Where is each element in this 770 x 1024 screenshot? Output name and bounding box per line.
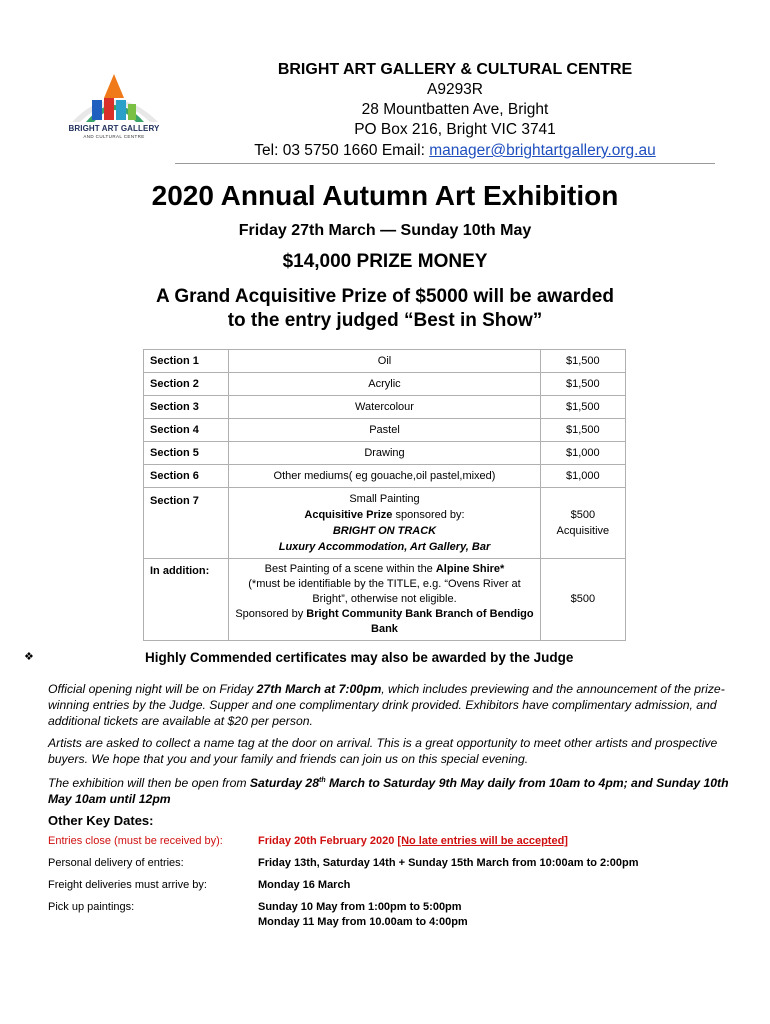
header-divider [175,163,715,164]
table-row [144,488,626,559]
pickup-value-2: Monday 11 May from 10.00am to 4:00pm [258,916,468,928]
section-medium: Drawing [229,442,540,465]
addition-line-3: Sponsored by Bright Community Bank Branch of Bendigo Bank [235,608,534,635]
pickup-value-1: Sunday 10 May from 1:00pm to 5:00pm [258,901,462,913]
section-prize: $1,000 [540,465,625,488]
table-row [144,419,626,442]
gallery-name: BRIGHT ART GALLERY & CULTURAL CENTRE [277,61,633,78]
personal-delivery-value: Friday 13th, Saturday 14th + Sunday 15th March from 10:00am to 2:00pm [258,857,639,869]
section-prize: $500 [540,559,625,641]
table-row [144,396,626,419]
section-medium: Oil [229,350,540,373]
table-row [144,559,626,641]
freight-value: Monday 16 March [258,879,351,891]
address-line-2: PO Box 216, Bright VIC 3741 [354,121,556,138]
section7-prize-type: Acquisitive [556,525,610,537]
section-medium: Pastel [229,419,540,442]
section-prize: $1,500 [540,396,625,419]
section-label: Section 3 [144,396,229,419]
section7-line-1: Small Painting [349,493,420,505]
entries-close-value: Friday 20th February 2020 [No late entries will be accepted] [258,835,568,847]
freight-label: Freight deliveries must arrive by: [48,879,207,891]
tel-text: Tel: 03 5750 1660 Email: [254,142,430,159]
section-label: Section 2 [144,373,229,396]
entries-close-label: Entries close (must be received by): [48,835,223,847]
prize-money: $14,000 PRIZE MONEY [282,251,488,272]
addition-details [229,559,540,641]
grand-prize-line-1: A Grand Acquisitive Prize of $5000 will be awarded [156,286,614,307]
table-row [144,350,626,373]
section-prize [540,488,625,559]
address-line-1: 28 Mountbatten Ave, Bright [361,101,549,118]
section-medium: Acrylic [229,373,540,396]
section7-prize: $500 [570,509,596,521]
contact-line [205,141,705,161]
section-prize: $1,000 [540,442,625,465]
section7-sponsor-desc: Luxury Accommodation, Art Gallery, Bar [278,541,491,553]
logo-subtext: AND CULTURAL CENTRE [83,134,145,139]
table-row [144,442,626,465]
email-link[interactable]: manager@brightartgallery.org.au [429,142,656,159]
logo-text: BRIGHT ART GALLERY [68,124,160,133]
addition-line-2: (*must be identifiable by the TITLE, e.g. “Ovens River at Bright”, otherwise not eligible. [248,578,521,605]
section-label: In addition: [144,559,229,641]
section-label: Section 4 [144,419,229,442]
addition-line-1: Best Painting of a scene within the Alpine Shire* [264,563,505,575]
sections-table [143,349,626,641]
highly-commended: Highly Commended certificates may also be awarded by the Judge [145,650,574,665]
section7-details [229,488,540,559]
page-title: 2020 Annual Autumn Art Exhibition [151,180,619,211]
section-prize: $1,500 [540,419,625,442]
grand-prize-line-2: to the entry judged “Best in Show” [227,310,543,331]
pickup-label: Pick up paintings: [48,901,135,913]
section-label: Section 7 [144,488,229,559]
gallery-code: A9293R [426,81,483,98]
section-prize: $1,500 [540,350,625,373]
section-label: Section 6 [144,465,229,488]
section-label: Section 5 [144,442,229,465]
personal-delivery-label: Personal delivery of entries: [48,857,184,869]
section7-sponsor: BRIGHT ON TRACK [332,525,437,537]
grand-prize [0,285,770,333]
section-medium: Other mediums( eg gouache,oil pastel,mixed) [229,465,540,488]
table-row [144,465,626,488]
key-dates-title: Other Key Dates: [48,813,154,828]
opening-night-paragraph: Official opening night will be on Friday 27th March at 7:00pm, which includes previewing and the announcement of the prize-winning entries by the Judge. Supper and one complimentary drink provided. Exhibitors have complimentary admission, and additional tickets are available at $20 per person. [48,682,725,728]
open-hours-paragraph: The exhibition will then be open from Saturday 28th March to Saturday 9th May daily from 10am to 4pm; and Sunday 10th May 10am until 12pm [48,776,729,807]
section-medium: Watercolour [229,396,540,419]
section7-line-2: Acquisitive Prize sponsored by: [304,509,465,521]
section-label: Section 1 [144,350,229,373]
name-tag-paragraph: Artists are asked to collect a name tag at the door on arrival. This is a great opportunity to meet other artists and prospective buyers. We hope that you and your family and friends can join us on this special evening. [48,736,718,766]
section-prize: $1,500 [540,373,625,396]
table-row [144,373,626,396]
exhibition-dates: Friday 27th March — Sunday 10th May [238,222,532,239]
diamond-bullet-icon: ❖ [24,651,34,663]
